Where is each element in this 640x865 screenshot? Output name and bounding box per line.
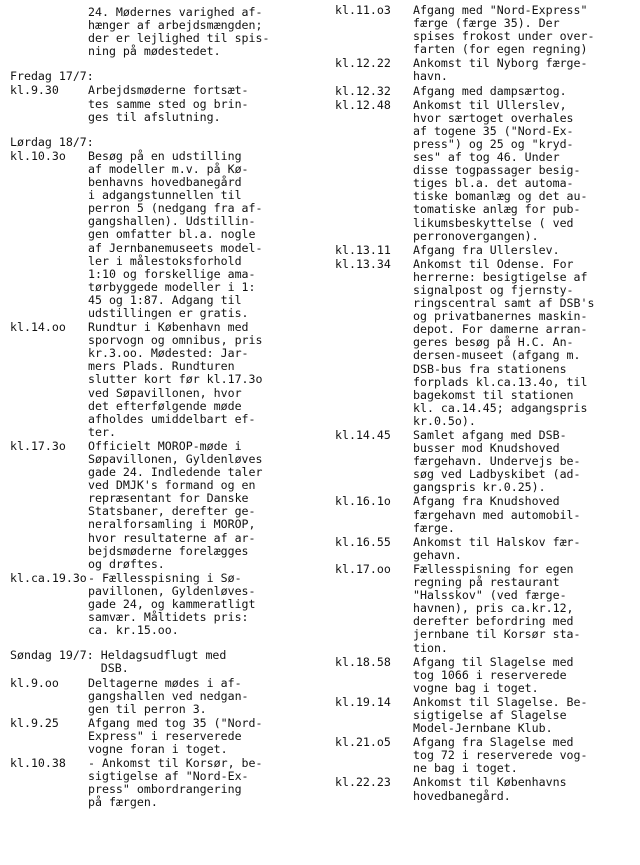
schedule-entry xyxy=(335,656,635,695)
entry-time: kl.10.38 xyxy=(10,756,66,771)
day-heading-fredag: Fredag 17/7: xyxy=(10,69,94,84)
entry-time: kl.14.oo xyxy=(10,320,66,335)
schedule-entry xyxy=(335,736,635,775)
continuation-text: 24. Mødernes varighed af- hænger af arbejdsmængden; der er lejlighed til spis- ning på mødestedet. xyxy=(88,5,270,59)
schedule-entry xyxy=(335,495,635,534)
entry-time: kl.9.30 xyxy=(10,83,59,98)
schedule-entry xyxy=(10,150,326,320)
entry-time: kl.14.45 xyxy=(335,428,391,442)
entry-text: - Ankomst til Korsør, be- sigtigelse af "Nord-Ex- press" ombordrangering på færgen. xyxy=(88,756,263,810)
entry-time: kl.17.3o xyxy=(10,438,66,453)
entry-time: kl.19.14 xyxy=(335,694,391,709)
entry-time: kl.18.58 xyxy=(335,654,391,669)
schedule-entry xyxy=(10,440,326,571)
entry-text: Afgang fra Ullerslev. xyxy=(413,242,560,257)
entry-time: kl.17.oo xyxy=(335,561,391,576)
schedule-entry xyxy=(335,563,635,655)
entry-text: Afgang med dampsærtog. xyxy=(413,83,567,98)
entry-text: Arbejdsmøderne fortsæt- tes samme sted og brin- ges til afslutning. xyxy=(88,83,249,124)
entry-time: kl.21.o5 xyxy=(335,735,391,750)
schedule-entry xyxy=(10,84,326,123)
schedule-entry xyxy=(335,57,635,83)
entry-text: Ankomst til Odense. For herrerne: besigtigelse af signalpost og fjernsty- ringscentral samt af DSB's og privatbanernes maskin- depot. For damerne arran- geres besøg på H.C. An- dersen-museet (afgang m. DSB-bus fra stationens forplads kl.ca.13.4o, til bagekomst til stationen kl. ca.14.45; adgangspris kr.0.5o). xyxy=(413,256,595,428)
right-column xyxy=(335,0,635,803)
schedule-entry xyxy=(10,677,326,716)
entry-text: Afgang til Slagelse med tog 1066 i reserverede vogne bag i toget. xyxy=(413,654,574,695)
entry-time: kl.12.32 xyxy=(335,83,391,98)
schedule-entry xyxy=(335,244,635,257)
schedule-entry xyxy=(10,717,326,756)
entry-text: Samlet afgang med DSB- busser mod Knudshoved færgehavn. Undervejs be- søg ved Ladbyskibet (ad- gangspris kr.0.25). xyxy=(413,428,581,495)
schedule-entry xyxy=(335,429,635,494)
entry-time: kl.13.34 xyxy=(335,256,391,271)
entry-time: kl.22.23 xyxy=(335,775,391,790)
entry-time: kl.ca.19.3o xyxy=(10,570,87,585)
schedule-entry xyxy=(335,99,635,243)
entry-time: kl.11.o3 xyxy=(335,3,391,17)
entry-time: kl.9.25 xyxy=(10,715,59,730)
left-column xyxy=(10,0,326,809)
entry-time: kl.9.oo xyxy=(10,675,59,690)
schedule-entry xyxy=(335,696,635,735)
entry-text: Afgang med tog 35 ("Nord- Express" i reserverede vogne foran i toget. xyxy=(88,715,263,756)
schedule-entry xyxy=(335,536,635,562)
day-label: Søndag 19/7: xyxy=(10,648,94,663)
entry-text: Afgang fra Slagelse med tog 72 i reserverede vog- ne bag i toget. xyxy=(413,735,588,776)
schedule-entry xyxy=(10,757,326,809)
schedule-entry xyxy=(335,258,635,428)
entry-text: Fællesspisning for egen regning på restaurant "Halsskov" (ved færge- havnen), pris ca.kr.12, derefter befordring med jernbane til Korsør sta- tion. xyxy=(413,561,581,655)
entry-time: kl.13.11 xyxy=(335,242,391,257)
entry-text: Afgang fra Knudshoved færgehavn med automobil- færge. xyxy=(413,494,581,535)
schedule-entry xyxy=(10,572,326,637)
entry-text: Officielt MOROP-møde i Søpavillonen, Gyldenløves gade 24. Indledende taler ved DMJK's formand og en repræsentant for Danske Statsbaner, derefter ge- neralforsamling i MOROP, hvor resultaterne af ar- bejdsmøderne forelægges og drøftes. xyxy=(88,438,263,571)
schedule-entry xyxy=(10,321,326,439)
entry-text: Ankomst til Nyborg færge- havn. xyxy=(413,56,588,84)
entry-text: Ankomst til Københavns hovedbanegård. xyxy=(413,775,567,803)
day-heading-sondag xyxy=(10,649,326,675)
entry-text: Ankomst til Slagelse. Be- sigtigelse af Slagelse Model-Jernbane Klub. xyxy=(413,694,588,736)
schedule-entry xyxy=(335,85,635,98)
entry-time: kl.16.55 xyxy=(335,534,391,549)
entry-time: kl.12.48 xyxy=(335,97,391,112)
entry-time: kl.16.1o xyxy=(335,494,391,509)
entry-time: kl.10.3o xyxy=(10,148,66,163)
day-description: Heldagsudflugt med DSB. xyxy=(100,648,227,676)
schedule-entry xyxy=(335,4,635,56)
entry-text: Rundtur i København med sporvogn og omnibus, pris kr.3.oo. Mødested: Jar- mers Plads. Rundturen slutter kort før kl.17.3o ved Søpavillonen, hvor det efterfølgende møde afholdes umiddelbart ef- ter. xyxy=(88,320,263,439)
entry-text: Besøg på en udstilling af modeller m.v. på Kø- benhavns hovedbanegård i adgangstunnellen til perron 5 (nedgang fra af- gangshallen). Udstillin- gen omfatter bl.a. nogle af Jernbanemuseets model- ler i målestoksforhold 1:10 og forskellige ama- tørbyggede modeller i 1: 45 og 1:87. Adgang til udstillingen er gratis. xyxy=(88,148,263,320)
entry-text: Ankomst til Halskov fær- gehavn. xyxy=(413,534,581,562)
schedule-entry xyxy=(335,776,635,802)
entry-text: Afgang med "Nord-Express" færge (færge 35). Der spises frokost under over- farten (for egen regning) xyxy=(413,3,595,57)
entry-text: Deltagerne mødes i af- gangshallen ved nedgan- gen til perron 3. xyxy=(88,675,249,716)
entry-text: - Fællesspisning i Sø- pavillonen, Gyldenløves- gade 24, og kammeratligt samvær. Måltidets pris: ca. kr.15.oo. xyxy=(88,570,256,638)
day-heading-lordag: Lørdag 18/7: xyxy=(10,134,94,149)
entry-time: kl.12.22 xyxy=(335,56,391,71)
entry-text: Ankomst til Ullerslev, hvor særtoget overhales af togene 35 ("Nord-Ex- press") og 25 og "kryd- ses" af tog 46. Under disse togpassager besig- tiges bl.a. det automa- tiske bomanlæg og det au- tomatiske anlæg for pub- likumsbeskyttelse ( ved perronovergangen). xyxy=(413,97,588,243)
